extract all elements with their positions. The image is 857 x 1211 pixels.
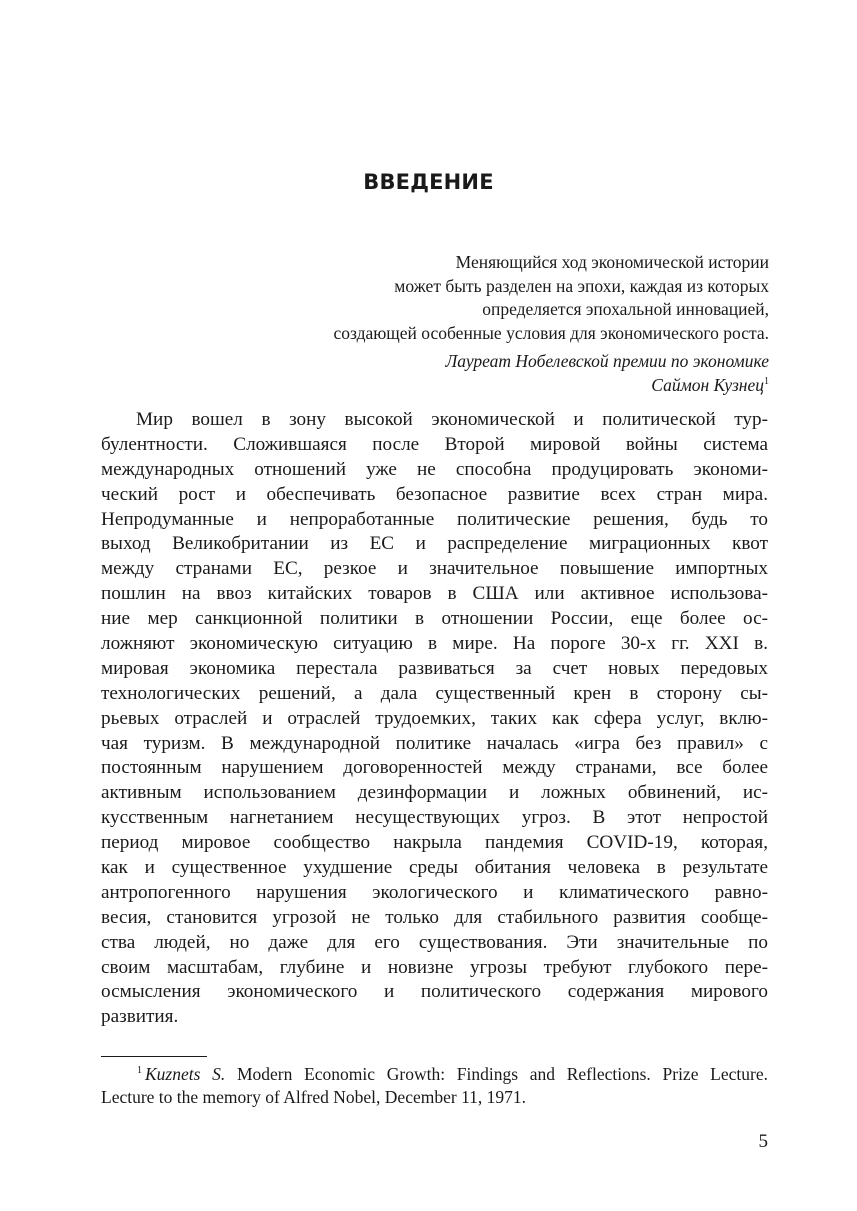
epigraph-line: Меняющийся ход экономической истории [455,252,769,272]
paragraph-line: развития. [101,1006,179,1028]
epigraph-line: создающей особенные условия для экономического роста. [333,322,769,343]
paragraph-line: кусственным нагнетанием несуществующих угроз. В этот непростой [101,807,768,829]
paragraph-line: Мир вошел в зону высокой экономической и политической тур- [136,409,768,430]
footnote-title: Modern Economic Growth: Findings and Reflections. Prize Lecture. [225,1064,768,1084]
paragraph-line: постоянным нарушением договоренностей между странами, все более [101,757,768,779]
paragraph-line: ческий рост и обеспечивать безопасное развитие всех стран мира. [101,483,768,505]
paragraph-line: ства людей, но даже для его существования. Эти значительные по [101,931,768,953]
attribution-author: Саймон Кузнец [651,375,764,395]
paragraph-line: булентности. Сложившаяся после Второй мировой войны система [101,433,768,455]
paragraph-line: чая туризм. В международной политике началась «игра без правил» с [101,732,768,754]
paragraph-line: антропогенного нарушения экологического и климатического равно- [101,881,768,903]
paragraph-line: как и существенное ухудшение среды обитания человека в результате [101,857,768,879]
paragraph-line: ние мер санкционной политики в отношении России, еще более ос- [101,608,768,630]
paragraph-line: активным использованием дезинформации и ложных обвинений, ис- [101,782,768,804]
paragraph-line: период мировое сообщество накрыла пандемия COVID-19, которая, [101,832,768,854]
epigraph [149,251,769,345]
epigraph-line: может быть разделен на эпохи, каждая из которых [394,275,769,296]
paragraph-line: рьевых отраслей и отраслей трудоемких, таких как сфера услуг, вклю- [101,707,768,729]
paragraph-line: между странами ЕС, резкое и значительное повышение импортных [101,558,768,580]
paragraph-line: пошлин на ввоз китайских товаров в США или активное использова- [101,583,768,605]
attribution-author-line [149,373,769,397]
paragraph-line: ложняют экономическую ситуацию в мире. На пороге 30-х гг. XXI в. [101,633,768,655]
footnote-number: 1 [137,1065,142,1076]
page-number: 5 [758,1131,768,1152]
paragraph-line: мировая экономика перестала развиваться за счет новых передовых [101,657,768,679]
epigraph-line: определяется эпохальной инновацией, [482,299,769,319]
body-paragraph [101,408,768,1030]
footnote-author: Kuznets S. [145,1064,226,1084]
footnote-line: Lecture to the memory of Alfred Nobel, December 11, 1971. [101,1087,527,1107]
chapter-heading: ВВЕДЕНИЕ [363,170,494,194]
footnote-separator [101,1056,207,1057]
paragraph-line: технологических решений, а дала существенный крен в сторону сы- [101,682,768,704]
paragraph-line: Непродуманные и непроработанные политические решения, будь то [101,508,768,530]
footnote-line [101,1063,768,1086]
attribution-title: Лауреат Нобелевской премии по экономике [445,351,769,371]
paragraph-line: выход Великобритании из ЕС и распределение миграционных квот [101,533,768,555]
paragraph-line: весия, становится угрозой не только для стабильного развития сообще- [101,906,768,928]
paragraph-line: осмысления экономического и политического содержания мирового [101,981,768,1003]
paragraph-line: своим масштабам, глубине и новизне угрозы требуют глубокого пере- [101,956,768,978]
epigraph-attribution [149,349,769,397]
footnote [101,1063,768,1109]
paragraph-line: международных отношений уже не способна продуцировать экономи- [101,458,768,480]
footnote-reference[interactable]: 1 [764,376,769,387]
